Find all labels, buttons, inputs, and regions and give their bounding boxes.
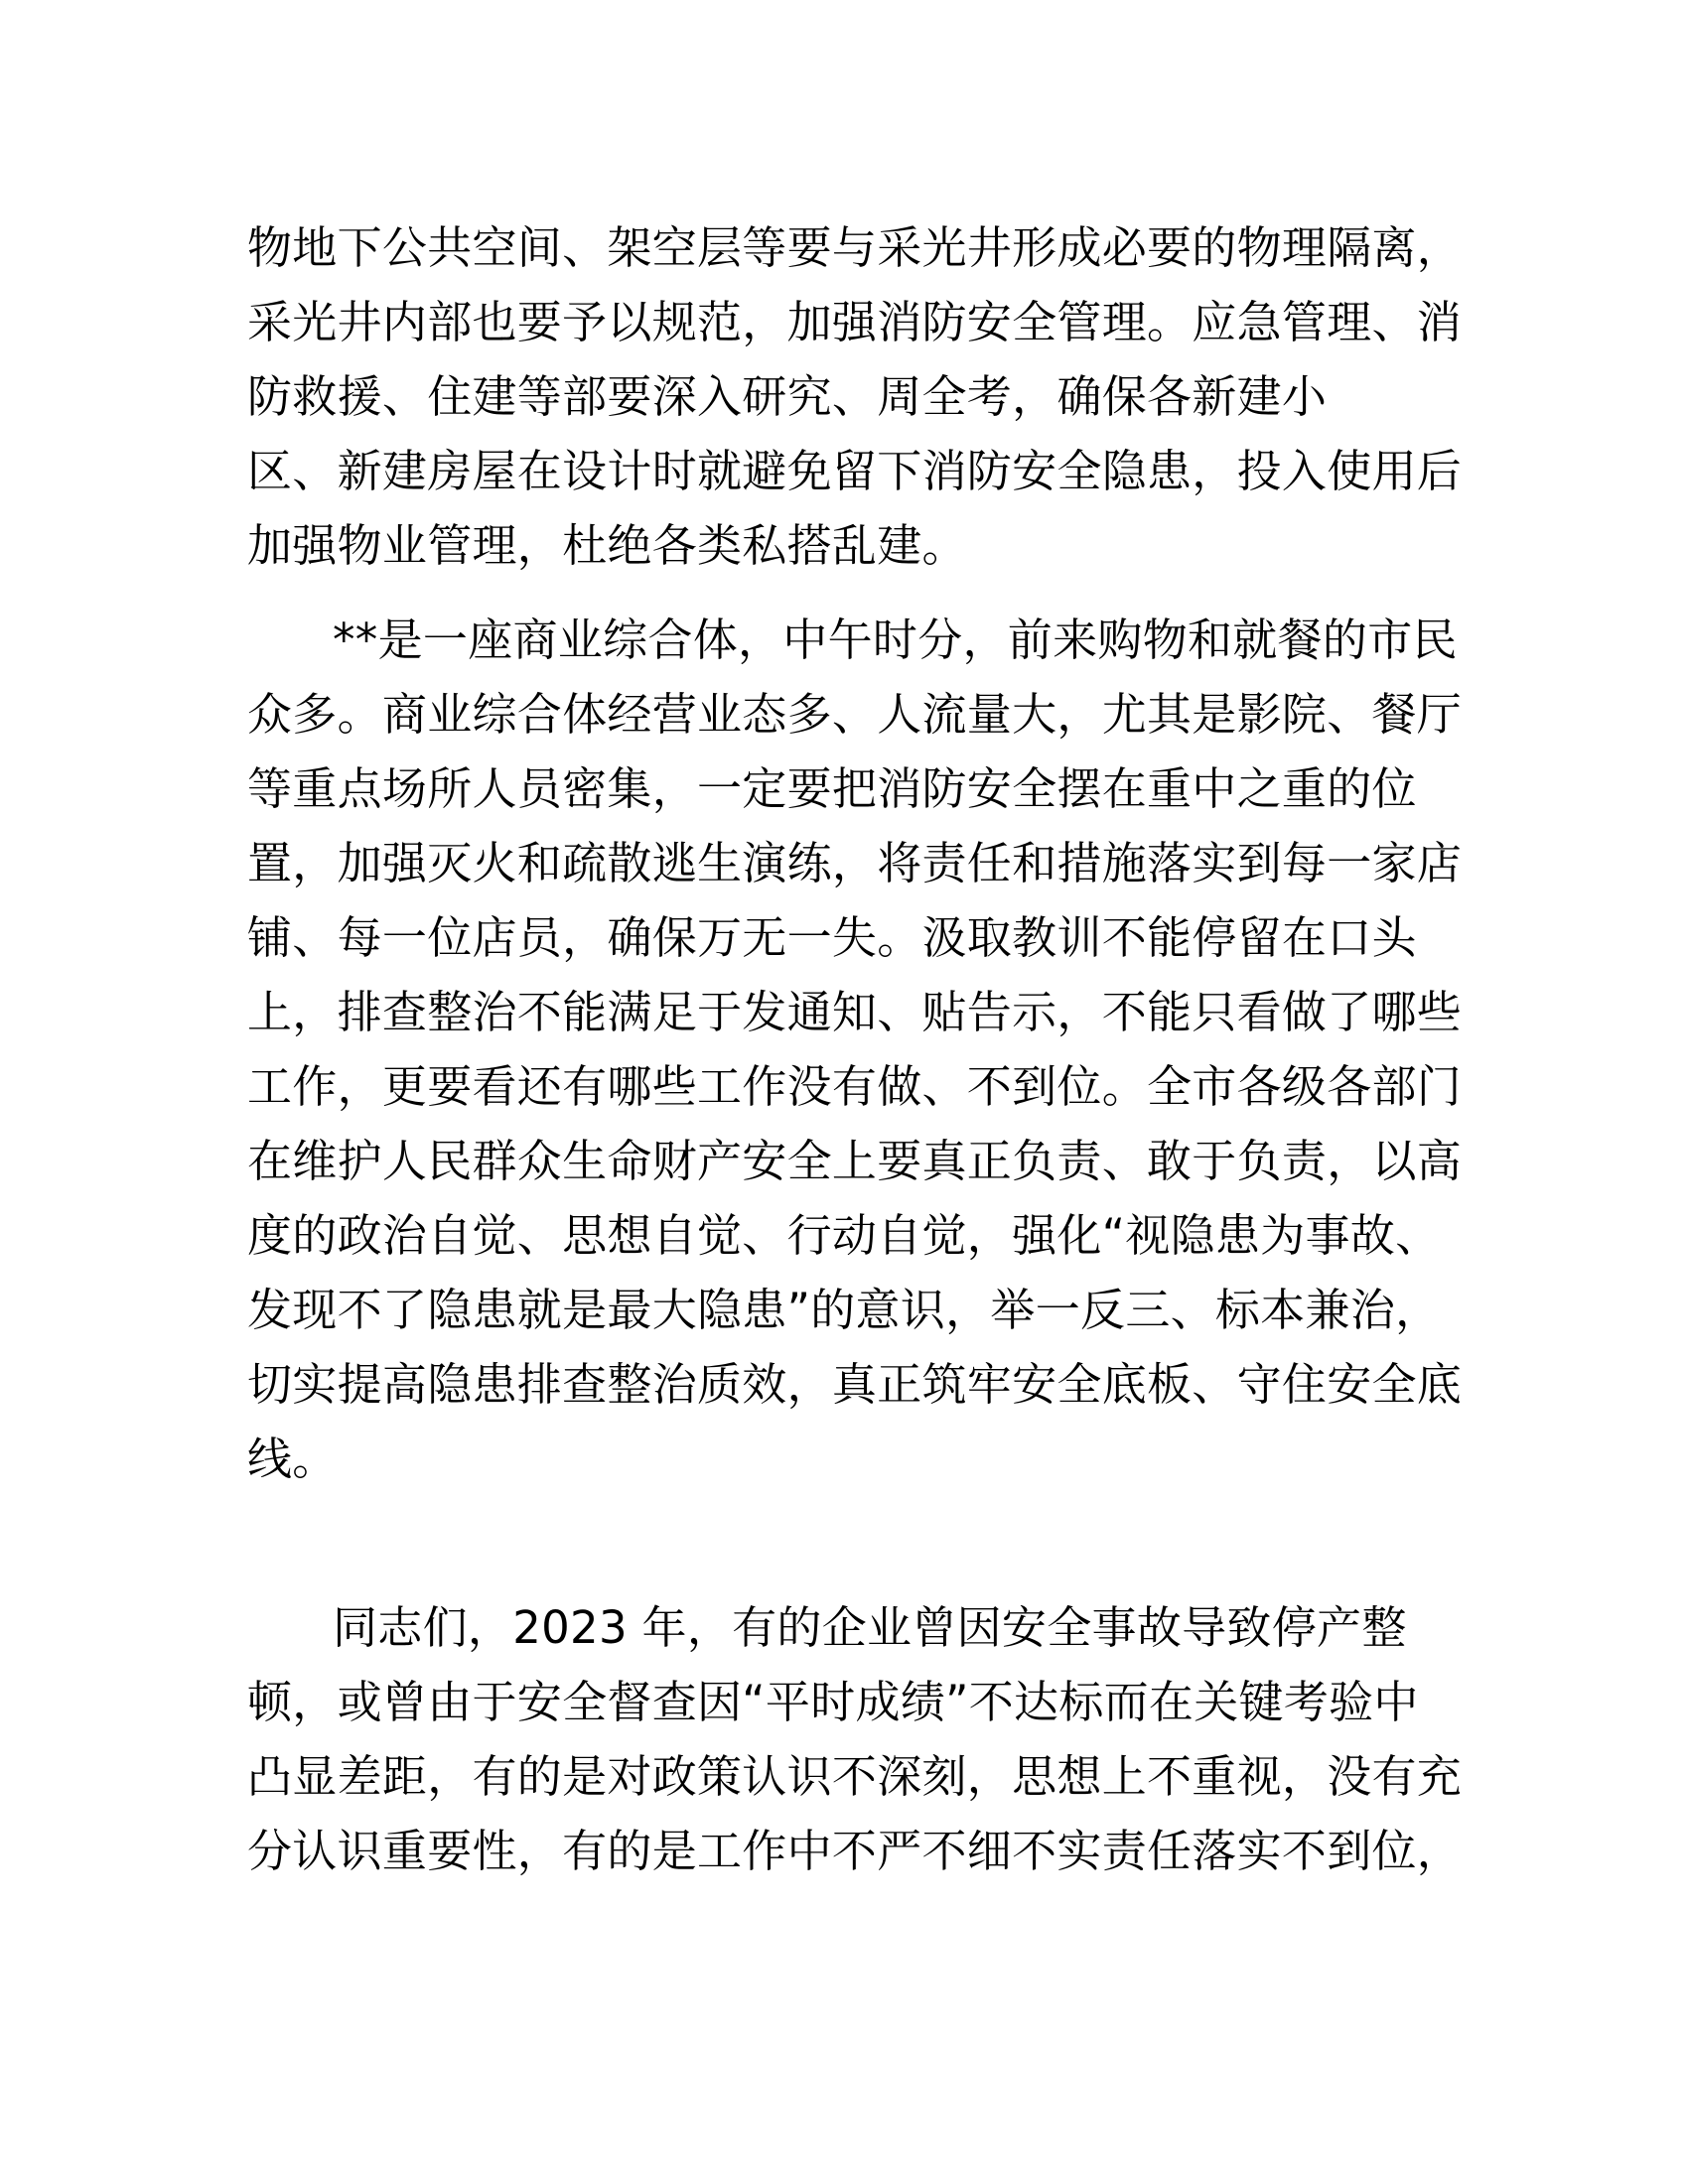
text-line: 发现不了隐患就是最大隐患”的意识，举一反三、标本兼治， xyxy=(247,1284,1441,1336)
text-line: 分认识重要性，有的是工作中不严不细不实责任落实不到位， xyxy=(247,1825,1463,1877)
text-line: 顿，或曾由于安全督查因“平时成绩”不达标而在关键考验中 xyxy=(247,1676,1419,1728)
text-line: 切实提高隐患排查整治质效，真正筑牢安全底板、守住安全底 xyxy=(247,1358,1463,1411)
text-line: 线。 xyxy=(247,1433,338,1485)
text-line: 区、新建房屋在设计时就避免留下消防安全隐患，投入使用后 xyxy=(247,445,1463,497)
text-line: 加强物业管理，杜绝各类私搭乱建。 xyxy=(247,519,967,572)
text-line: 物地下公共空间、架空层等要与采光井形成必要的物理隔离， xyxy=(247,221,1463,274)
text-line: **是一座商业综合体，中午时分，前来购物和就餐的市民 xyxy=(333,614,1458,666)
text-line: 上，排查整治不能满足于发通知、贴告示，不能只看做了哪些 xyxy=(247,986,1463,1038)
text-line: 铺、每一位店员，确保万无一失。汲取教训不能停留在口头 xyxy=(247,911,1417,964)
text-line: 同志们，2023 年，有的企业曾因安全事故导致停产整 xyxy=(333,1601,1407,1654)
text-line: 众多。商业综合体经营业态多、人流量大，尤其是影院、餐厅 xyxy=(247,688,1463,741)
text-line: 采光井内部也要予以规范，加强消防安全管理。应急管理、消 xyxy=(247,296,1463,348)
text-line: 工作，更要看还有哪些工作没有做、不到位。全市各级各部门 xyxy=(247,1060,1463,1113)
text-line: 凸显差距，有的是对政策认识不深刻，思想上不重视，没有充 xyxy=(247,1750,1463,1803)
text-line: 置，加强灭火和疏散逃生演练，将责任和措施落实到每一家店 xyxy=(247,837,1463,889)
text-line: 等重点场所人员密集，一定要把消防安全摆在重中之重的位 xyxy=(247,762,1417,815)
text-line: 在维护人民群众生命财产安全上要真正负责、敢于负责，以高 xyxy=(247,1135,1463,1187)
text-line: 防救援、住建等部要深入研究、周全考，确保各新建小 xyxy=(247,370,1328,423)
text-line: 度的政治自觉、思想自觉、行动自觉，强化“视隐患为事故、 xyxy=(247,1209,1441,1262)
